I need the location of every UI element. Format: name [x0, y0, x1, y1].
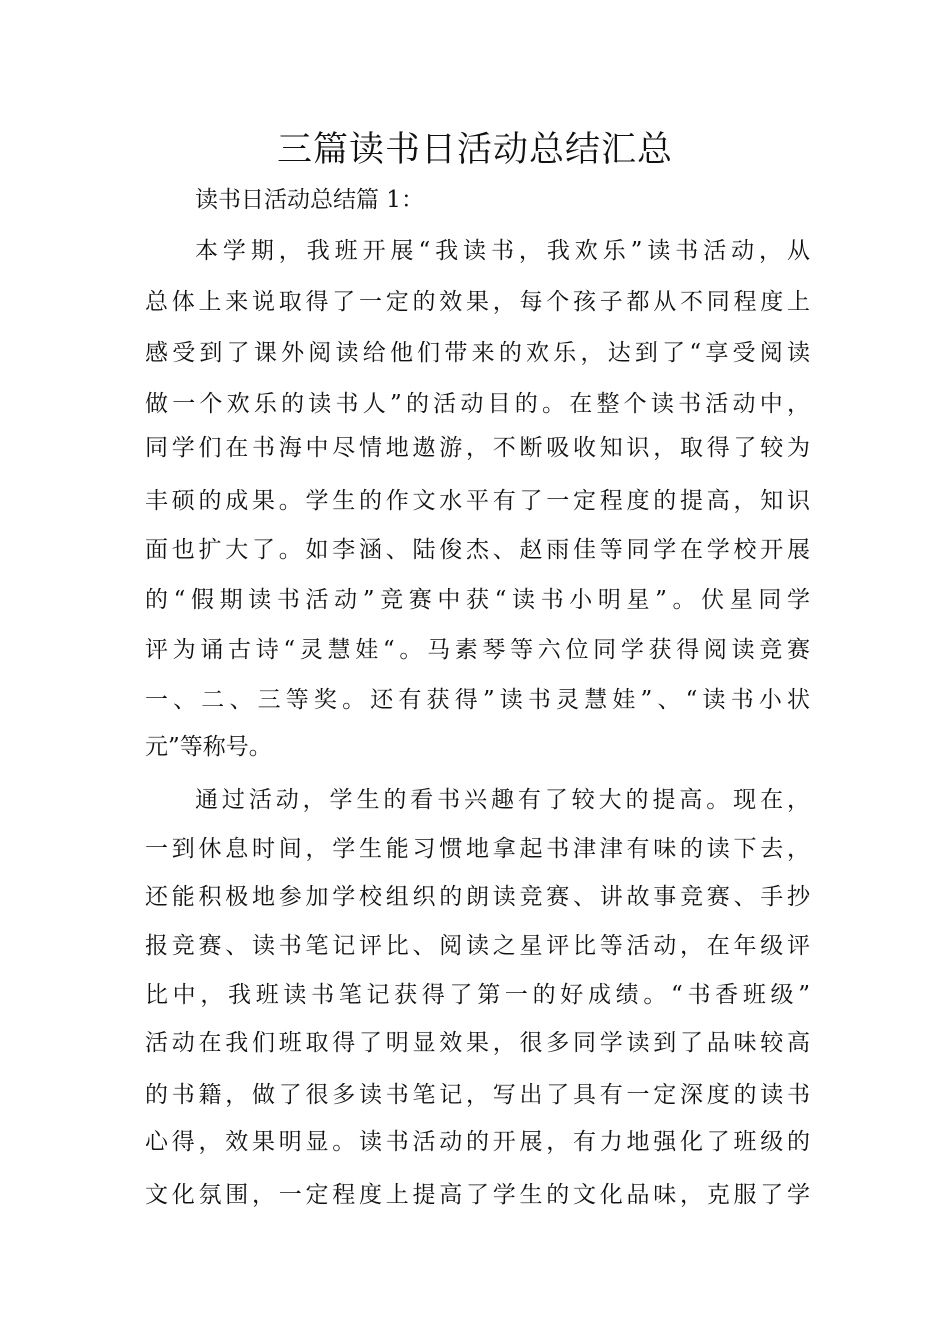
paragraph-2-line: 通过活动，学生的看书兴趣有了较大的提高。现在，	[195, 787, 810, 813]
paragraph-2-line: 心得，效果明显。读书活动的开展，有力地强化了班级的	[145, 1129, 810, 1155]
paragraph-2-line: 的书籍，做了很多读书笔记，写出了具有一定深度的读书	[145, 1082, 810, 1108]
paragraph-1-line: 评为诵古诗“灵慧娃“。马素琴等六位同学获得阅读竞赛	[145, 637, 810, 663]
paragraph-2-line: 还能积极地参加学校组织的朗读竞赛、讲故事竞赛、手抄	[145, 884, 810, 910]
paragraph-1-line: 同学们在书海中尽情地遨游，不断吸收知识，取得了较为	[145, 435, 810, 461]
paragraph-1-line: 的“假期读书活动”竞赛中获“读书小明星”。伏星同学	[145, 587, 810, 613]
paragraph-1-line: 感受到了课外阅读给他们带来的欢乐，达到了“享受阅读	[145, 340, 810, 366]
paragraph-2-line: 比中，我班读书笔记获得了第一的好成绩。“书香班级”	[145, 982, 810, 1008]
paragraph-2-line: 文化氛围，一定程度上提高了学生的文化品味，克服了学	[145, 1182, 810, 1208]
paragraph-1-line: 做一个欢乐的读书人”的活动目的。在整个读书活动中，	[145, 391, 810, 417]
paragraph-2-line: 报竞赛、读书笔记评比、阅读之星评比等活动，在年级评	[145, 933, 810, 959]
paragraph-2-line: 一到休息时间，学生能习惯地拿起书津津有味的读下去，	[145, 836, 810, 862]
paragraph-1-line: 一、二、三等奖。还有获得”读书灵慧娃”、“读书小状	[145, 687, 810, 713]
document-title: 三篇读书日活动总结汇总	[276, 130, 673, 170]
paragraph-2-line: 活动在我们班取得了明显效果，很多同学读到了品味较高	[145, 1030, 810, 1056]
section-heading: 读书日活动总结篇 1：	[195, 187, 424, 213]
paragraph-1-line: 总体上来说取得了一定的效果，每个孩子都从不同程度上	[145, 289, 810, 315]
paragraph-1-line: 面也扩大了。如李涵、陆俊杰、赵雨佳等同学在学校开展	[145, 537, 810, 563]
paragraph-1-line: 元”等称号。	[145, 734, 272, 760]
paragraph-1-line: 本学期，我班开展“我读书，我欢乐”读书活动，从	[195, 238, 810, 264]
paragraph-1-line: 丰硕的成果。学生的作文水平有了一定程度的提高，知识	[145, 488, 810, 514]
